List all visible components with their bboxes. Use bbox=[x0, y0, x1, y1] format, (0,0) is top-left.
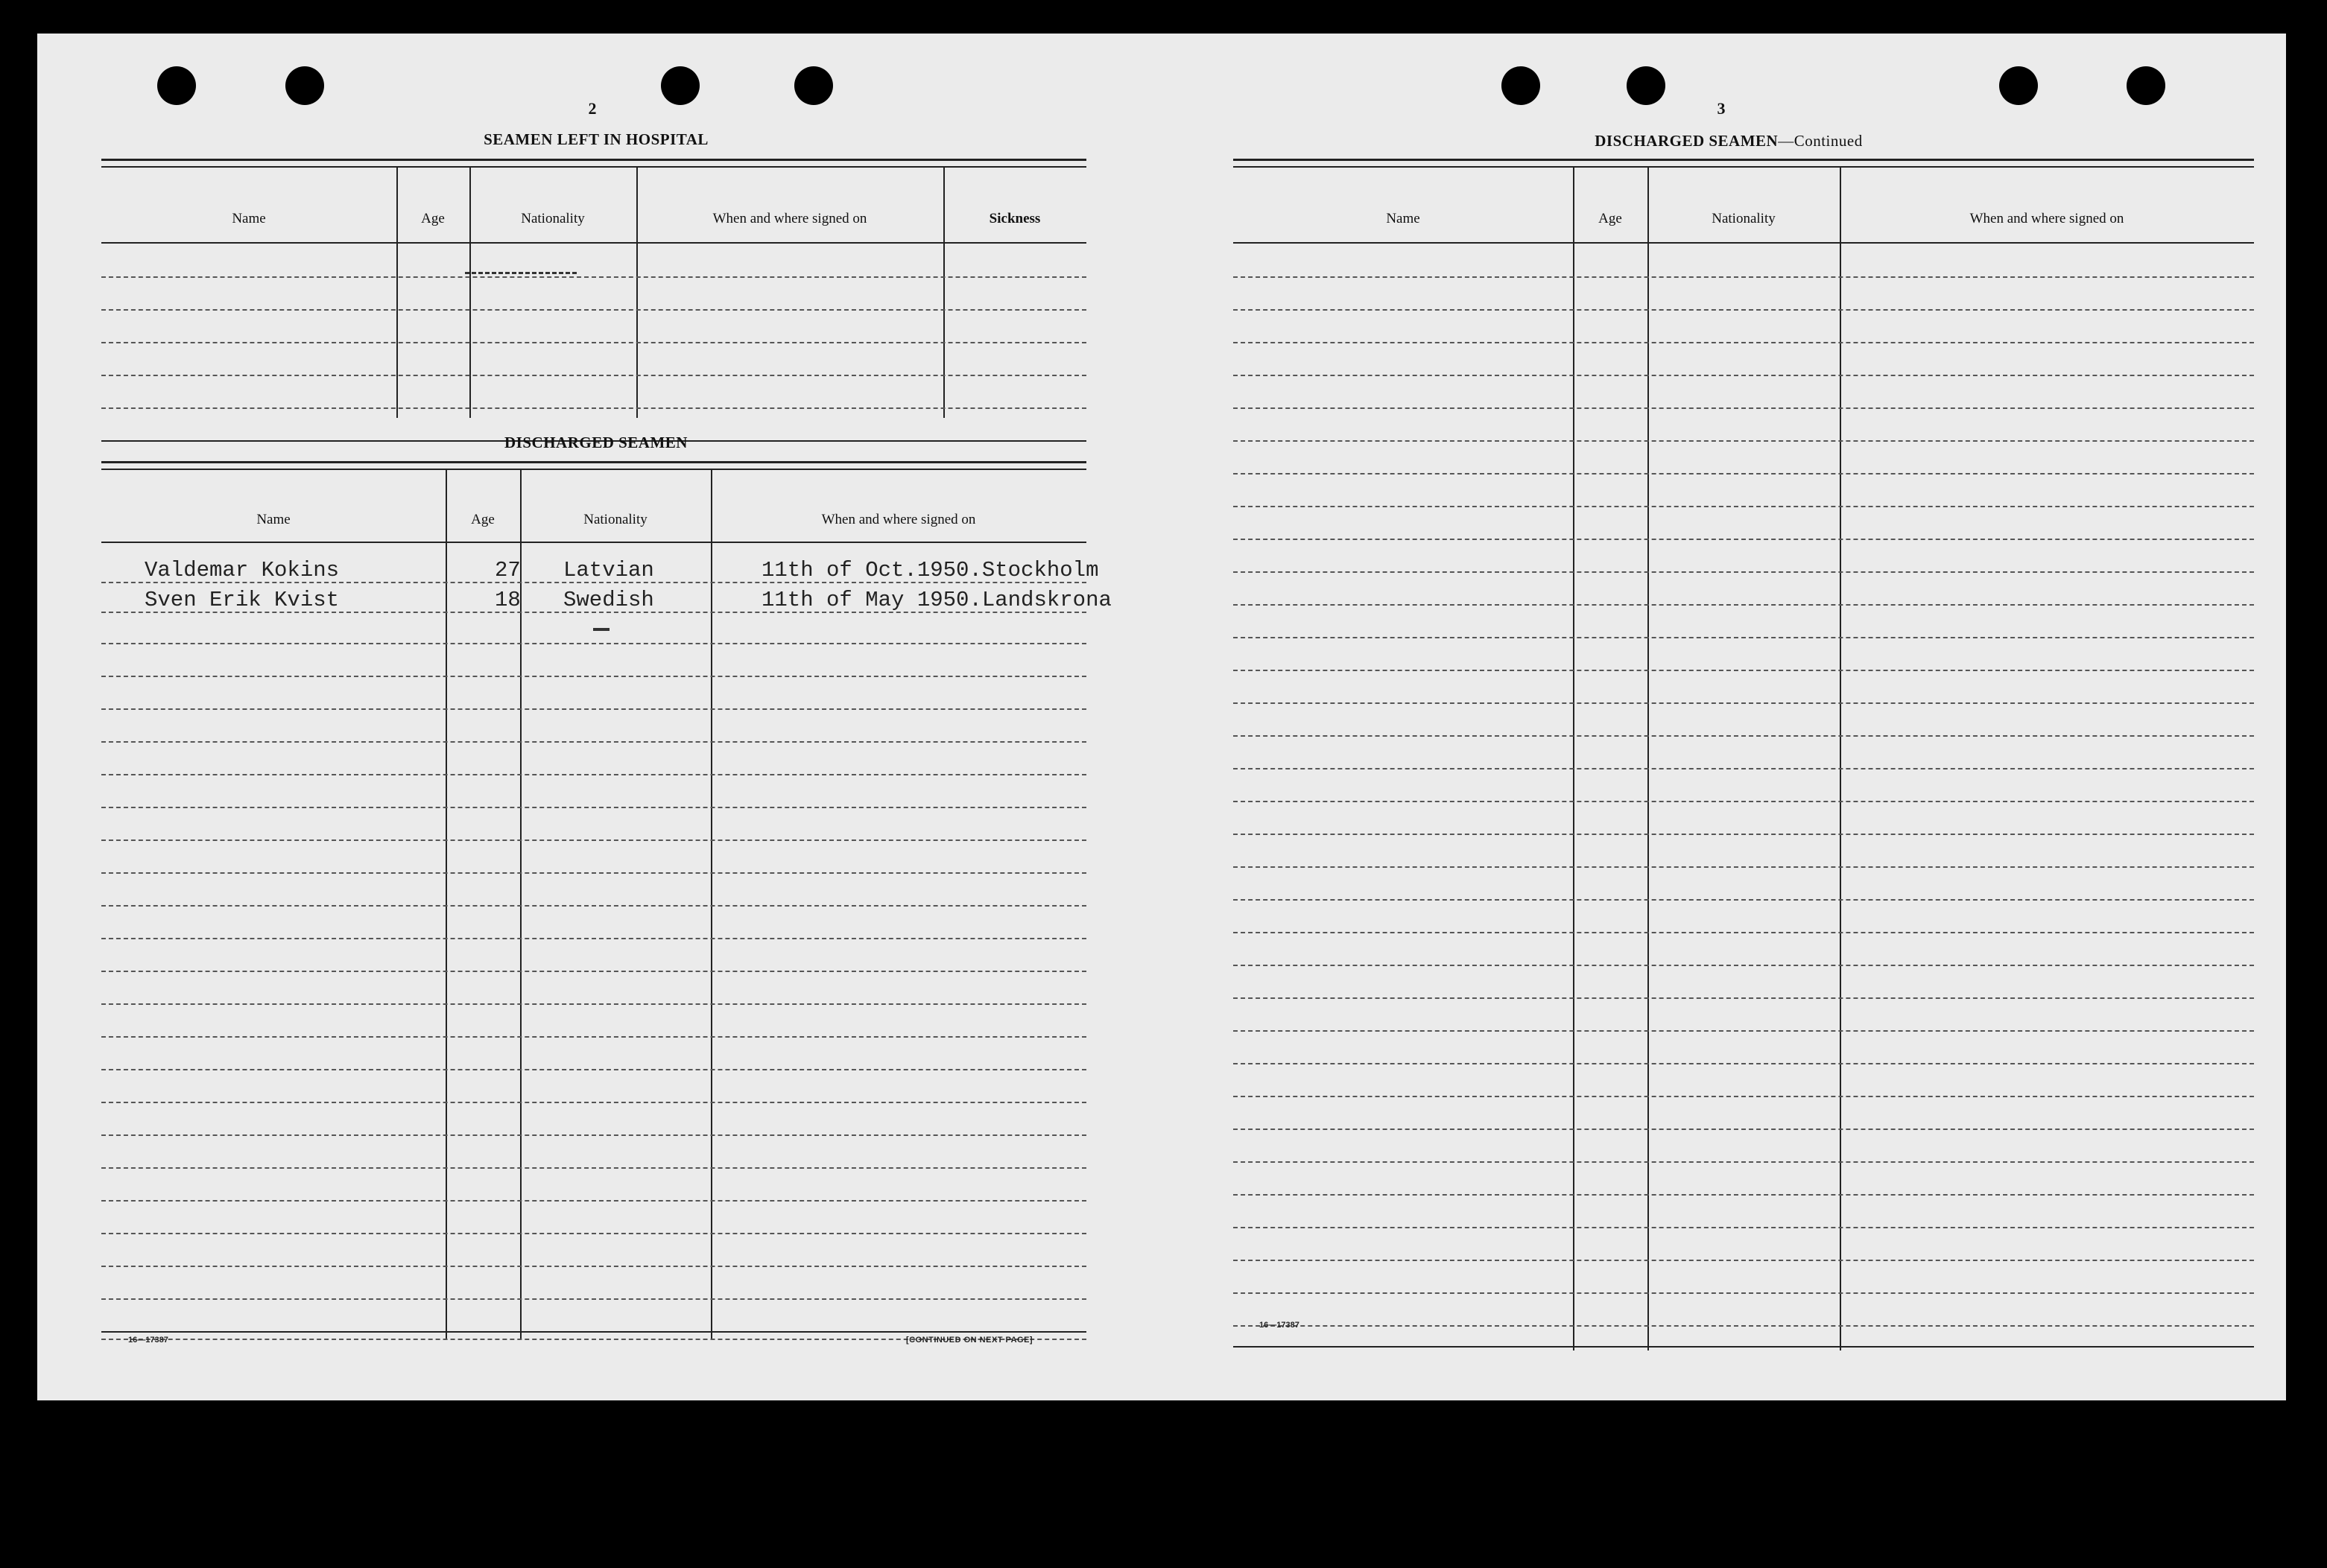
discharged-table-left bbox=[101, 461, 1112, 1366]
discharged-continued-title bbox=[1490, 132, 1967, 150]
discharged-row-2-age: 18 bbox=[495, 588, 521, 612]
punch-hole bbox=[1501, 66, 1540, 105]
discharged-header-age: Age bbox=[471, 512, 495, 527]
discharged-row-2-signed-on: 11th of May 1950.Landskrona bbox=[762, 588, 1112, 612]
punch-hole bbox=[285, 66, 324, 105]
hospital-header-nationality: Nationality bbox=[521, 211, 585, 226]
right-header-nationality: Nationality bbox=[1712, 211, 1776, 226]
page-number-left: 2 bbox=[588, 99, 597, 118]
discharged-continued-title-main: DISCHARGED SEAMEN bbox=[1595, 132, 1779, 150]
discharged-header-name: Name bbox=[256, 512, 291, 527]
hospital-header-age: Age bbox=[421, 211, 445, 226]
document-paper bbox=[37, 34, 2286, 1400]
hospital-header-sickness: Sickness bbox=[989, 211, 1041, 226]
hospital-header-name: Name bbox=[232, 211, 266, 226]
form-code-right: 16—17387 bbox=[1259, 1321, 1299, 1330]
discharged-row-1-nationality: Latvian bbox=[563, 558, 654, 583]
punch-hole bbox=[157, 66, 196, 105]
discharged-row-1-name: Valdemar Kokins bbox=[145, 558, 340, 583]
form-code-left: 16—17387 bbox=[128, 1336, 168, 1345]
page-number-right: 3 bbox=[1717, 99, 1726, 118]
right-header-age: Age bbox=[1598, 211, 1622, 226]
discharged-header-nationality: Nationality bbox=[583, 512, 648, 527]
ink-mark bbox=[593, 628, 610, 631]
punch-hole bbox=[1627, 66, 1665, 105]
discharged-row-1-signed-on: 11th of Oct.1950.Stockholm bbox=[762, 558, 1099, 583]
punch-hole bbox=[661, 66, 700, 105]
punch-hole bbox=[794, 66, 833, 105]
hospital-header-when-where: When and where signed on bbox=[712, 211, 867, 226]
punch-hole bbox=[1999, 66, 2038, 105]
empty-entry-dashes bbox=[465, 272, 577, 274]
discharged-row-2-nationality: Swedish bbox=[563, 588, 654, 612]
right-header-when-where: When and where signed on bbox=[1969, 211, 2124, 226]
right-header-name: Name bbox=[1386, 211, 1420, 226]
hospital-section-title: SEAMEN LEFT IN HOSPITAL bbox=[484, 130, 709, 148]
discharged-continued-title-suffix: —Continued bbox=[1778, 132, 1863, 150]
hospital-table bbox=[101, 159, 1086, 449]
discharged-row-1-age: 27 bbox=[495, 558, 521, 583]
punch-hole bbox=[2127, 66, 2165, 105]
discharged-section-title: DISCHARGED SEAMEN bbox=[504, 434, 688, 451]
discharged-row-2-name: Sven Erik Kvist bbox=[145, 588, 340, 612]
discharged-header-when-where: When and where signed on bbox=[821, 512, 976, 527]
discharged-table-right bbox=[1233, 159, 2254, 1359]
continued-note: [CONTINUED ON NEXT PAGE] bbox=[906, 1336, 1033, 1345]
